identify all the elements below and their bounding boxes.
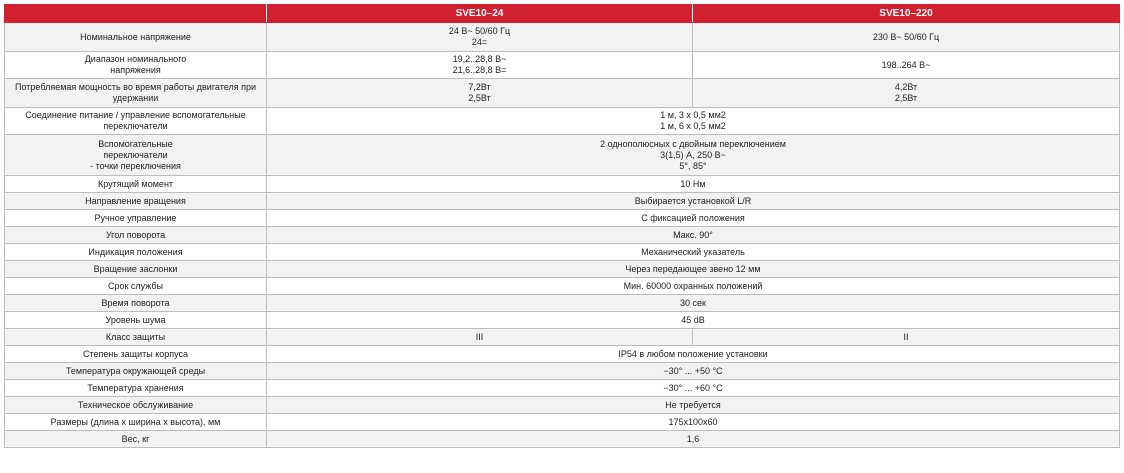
parameter-label-line: Соединение питание / управление вспомогательные bbox=[25, 110, 246, 120]
parameter-label-line: Время поворота bbox=[101, 297, 170, 308]
parameter-value-both-models-line: С фиксацией положения bbox=[641, 212, 745, 223]
parameter-value-sve10-24-line: 24 В~ 50/60 Гц bbox=[448, 26, 511, 36]
parameter-label bbox=[5, 23, 267, 52]
parameter-value-both-models bbox=[267, 210, 1120, 227]
table-row bbox=[5, 346, 1120, 363]
parameter-value-both-models-line: Через передающее звено 12 мм bbox=[625, 263, 761, 274]
parameter-label bbox=[5, 346, 267, 363]
parameter-value-both-models bbox=[267, 380, 1120, 397]
parameter-value-both-models-line: 3(1,5) А, 250 В~ bbox=[660, 149, 726, 160]
table-row bbox=[5, 227, 1120, 244]
parameter-value-both-models-line: Макс. 90° bbox=[673, 229, 713, 240]
table-row bbox=[5, 261, 1120, 278]
parameter-label-line: Степень защиты корпуса bbox=[82, 348, 189, 359]
parameter-label bbox=[5, 329, 267, 346]
parameter-label-line: Температура хранения bbox=[87, 382, 184, 393]
parameter-label bbox=[5, 414, 267, 431]
parameter-label bbox=[5, 193, 267, 210]
parameter-label-line: Уровень шума bbox=[105, 314, 166, 325]
parameter-value-sve10-220-line: 198..264 В~ bbox=[881, 59, 931, 70]
parameter-value-sve10-24 bbox=[267, 79, 693, 108]
parameter-label-line: Вспомогательные bbox=[98, 138, 173, 149]
parameter-label-line: Направление вращения bbox=[85, 195, 186, 206]
table-row bbox=[5, 52, 1120, 79]
parameter-label-line: Диапазон номинального bbox=[84, 54, 187, 64]
parameter-label-line: Температура окружающей среды bbox=[65, 365, 206, 376]
specification-table bbox=[4, 4, 1120, 448]
parameter-value-both-models bbox=[267, 363, 1120, 380]
table-row bbox=[5, 193, 1120, 210]
table-row bbox=[5, 79, 1120, 108]
parameter-value-sve10-24-line: 19,2..28,8 В~ bbox=[452, 54, 507, 64]
table-row bbox=[5, 210, 1120, 227]
table-row bbox=[5, 397, 1120, 414]
parameter-label-line: - точки переключения bbox=[90, 160, 181, 171]
parameter-label-line: Крутящий момент bbox=[97, 178, 174, 189]
table-body bbox=[5, 23, 1120, 448]
parameter-value-both-models bbox=[267, 227, 1120, 244]
parameter-label bbox=[5, 261, 267, 278]
table-row bbox=[5, 431, 1120, 448]
parameter-value-both-models bbox=[267, 414, 1120, 431]
parameter-value-sve10-24-line: III bbox=[475, 331, 484, 342]
parameter-label-line: Класс защиты bbox=[105, 331, 166, 342]
parameter-value-sve10-220-line: 4,2Вт bbox=[894, 82, 918, 92]
parameter-label-line: Вес, кг bbox=[121, 433, 150, 444]
parameter-value-both-models bbox=[267, 193, 1120, 210]
parameter-label bbox=[5, 397, 267, 414]
parameter-label-line: Ручное управление bbox=[94, 212, 177, 223]
parameter-value-both-models bbox=[267, 295, 1120, 312]
parameter-value-both-models bbox=[267, 108, 1120, 135]
parameter-value-both-models-line: −30° ... +60 °C bbox=[663, 382, 723, 393]
table-row bbox=[5, 312, 1120, 329]
header-blank bbox=[5, 5, 267, 23]
table-row bbox=[5, 363, 1120, 380]
parameter-label-line: переключатели bbox=[103, 149, 168, 160]
parameter-value-both-models-line: 10 Нм bbox=[680, 178, 706, 189]
parameter-value-both-models bbox=[267, 261, 1120, 278]
parameter-value-both-models-line: −30° ... +50 °C bbox=[663, 365, 723, 376]
parameter-value-both-models-line: 30 сек bbox=[680, 297, 706, 308]
parameter-value-both-models bbox=[267, 346, 1120, 363]
parameter-value-both-models bbox=[267, 135, 1120, 176]
table-row bbox=[5, 244, 1120, 261]
parameter-label-line: переключатели bbox=[103, 121, 168, 131]
header-model-sve10-220: SVE10–220 bbox=[693, 5, 1120, 23]
parameter-label bbox=[5, 244, 267, 261]
parameter-value-both-models bbox=[267, 312, 1120, 329]
parameter-label-line: Техническое обслуживание bbox=[77, 399, 194, 410]
parameter-value-sve10-220 bbox=[693, 329, 1120, 346]
table-row bbox=[5, 278, 1120, 295]
parameter-value-sve10-24-line: 21,6..28,8 В= bbox=[452, 65, 507, 75]
parameter-value-sve10-220 bbox=[693, 23, 1120, 52]
table-header bbox=[5, 5, 1120, 23]
parameter-value-both-models-line: 5°, 85° bbox=[679, 160, 707, 171]
table-row bbox=[5, 380, 1120, 397]
parameter-label bbox=[5, 312, 267, 329]
parameter-value-both-models-line: IP54 в любом положение установки bbox=[618, 348, 768, 359]
parameter-value-both-models-line: 2 однополюсных с двойным переключением bbox=[600, 138, 786, 149]
parameter-label bbox=[5, 363, 267, 380]
parameter-value-both-models bbox=[267, 431, 1120, 448]
parameter-value-sve10-24 bbox=[267, 329, 693, 346]
parameter-label bbox=[5, 135, 267, 176]
parameter-value-both-models-line: 45 dB bbox=[681, 314, 705, 325]
header-row bbox=[5, 5, 1120, 23]
parameter-label bbox=[5, 431, 267, 448]
table-row bbox=[5, 295, 1120, 312]
table-row bbox=[5, 414, 1120, 431]
parameter-label-line: Вращение заслонки bbox=[93, 263, 178, 274]
header-model-sve10-24: SVE10–24 bbox=[267, 5, 693, 23]
parameter-label bbox=[5, 210, 267, 227]
parameter-value-sve10-24 bbox=[267, 23, 693, 52]
parameter-value-both-models bbox=[267, 244, 1120, 261]
parameter-value-sve10-220-line: 230 В~ 50/60 Гц bbox=[872, 31, 940, 42]
parameter-label-line: Угол поворота bbox=[105, 229, 166, 240]
parameter-value-sve10-24-line: 24= bbox=[471, 37, 488, 47]
table-row bbox=[5, 176, 1120, 193]
parameter-value-both-models-line: 175x100x60 bbox=[668, 416, 718, 427]
parameter-value-sve10-24-line: 7,2Вт bbox=[468, 82, 491, 92]
parameter-value-sve10-24 bbox=[267, 52, 693, 79]
parameter-value-both-models-line: Не требуется bbox=[665, 399, 721, 410]
parameter-value-both-models bbox=[267, 397, 1120, 414]
parameter-label-line: Потребляемая мощность во время работы двигателя при bbox=[15, 82, 256, 92]
parameter-label bbox=[5, 380, 267, 397]
parameter-value-sve10-220 bbox=[693, 52, 1120, 79]
parameter-value-both-models bbox=[267, 278, 1120, 295]
parameter-label-line: удержании bbox=[112, 93, 159, 103]
parameter-label bbox=[5, 108, 267, 135]
parameter-value-sve10-24-line: 2,5Вт bbox=[468, 93, 491, 103]
parameter-value-sve10-220-line: 2,5Вт bbox=[894, 93, 918, 103]
parameter-value-both-models-line: 1,6 bbox=[686, 433, 700, 444]
parameter-value-both-models-line: 1 м, 3 х 0,5 мм2 bbox=[660, 110, 726, 120]
parameter-value-sve10-220-line: II bbox=[903, 331, 909, 342]
parameter-label bbox=[5, 227, 267, 244]
parameter-label bbox=[5, 278, 267, 295]
parameter-value-both-models-line: Выбирается установкой L/R bbox=[634, 195, 752, 206]
parameter-label-line: Размеры (длина х ширина х высота), мм bbox=[50, 416, 221, 427]
parameter-value-both-models-line: Механический указатель bbox=[641, 246, 745, 257]
parameter-value-both-models-line: Мин. 60000 охранных положений bbox=[623, 280, 763, 291]
parameter-label bbox=[5, 295, 267, 312]
parameter-label bbox=[5, 176, 267, 193]
table-row bbox=[5, 135, 1120, 176]
parameter-label bbox=[5, 79, 267, 108]
parameter-value-sve10-220 bbox=[693, 79, 1120, 108]
table-row bbox=[5, 23, 1120, 52]
parameter-label-line: напряжения bbox=[110, 65, 161, 75]
parameter-label-line: Индикация положения bbox=[88, 246, 183, 257]
parameter-label bbox=[5, 52, 267, 79]
table-row bbox=[5, 329, 1120, 346]
parameter-label-line: Номинальное напряжение bbox=[80, 31, 191, 42]
table-row bbox=[5, 108, 1120, 135]
parameter-value-both-models bbox=[267, 176, 1120, 193]
parameter-label-line: Срок службы bbox=[107, 280, 164, 291]
parameter-value-both-models-line: 1 м, 6 х 0,5 мм2 bbox=[660, 121, 726, 131]
